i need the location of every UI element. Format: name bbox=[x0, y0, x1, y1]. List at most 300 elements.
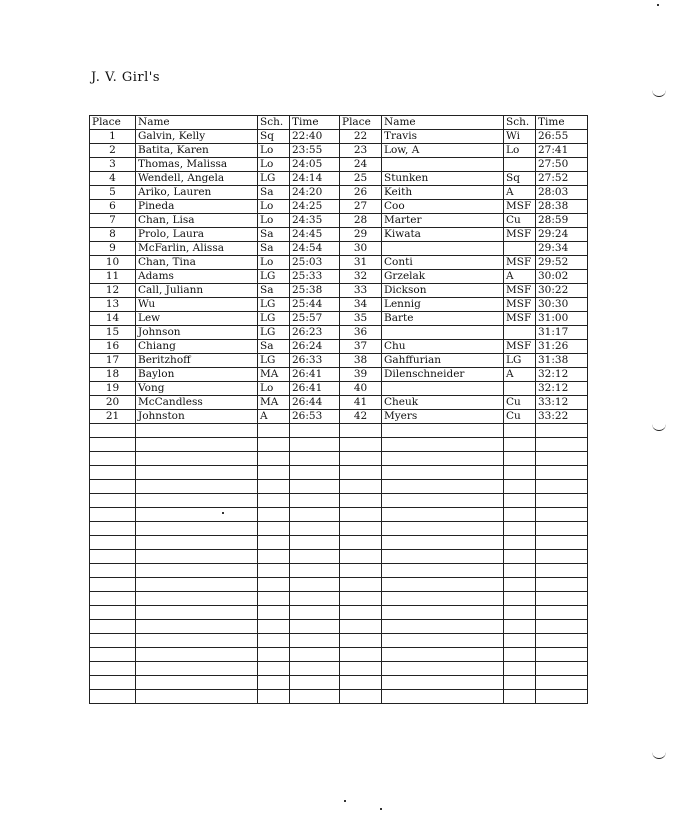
table-cell bbox=[504, 564, 536, 578]
column-header: Place bbox=[90, 116, 136, 130]
table-cell bbox=[382, 466, 504, 480]
blank-row bbox=[90, 634, 588, 648]
table-cell bbox=[382, 690, 504, 704]
table-cell: Conti bbox=[382, 256, 504, 270]
table-cell bbox=[290, 634, 340, 648]
table-cell bbox=[258, 606, 290, 620]
table-cell: 25:33 bbox=[290, 270, 340, 284]
table-cell: 32:12 bbox=[536, 368, 588, 382]
table-cell: LG bbox=[258, 312, 290, 326]
table-cell bbox=[340, 662, 382, 676]
table-cell: 30:30 bbox=[536, 298, 588, 312]
table-cell bbox=[258, 438, 290, 452]
table-cell: 32 bbox=[340, 270, 382, 284]
table-cell bbox=[258, 662, 290, 676]
table-cell bbox=[290, 676, 340, 690]
table-cell: 33:12 bbox=[536, 396, 588, 410]
table-cell bbox=[340, 452, 382, 466]
table-cell bbox=[258, 508, 290, 522]
column-header: Place bbox=[340, 116, 382, 130]
table-cell: 36 bbox=[340, 326, 382, 340]
blank-row bbox=[90, 620, 588, 634]
table-cell: 24:35 bbox=[290, 214, 340, 228]
table-cell bbox=[258, 578, 290, 592]
table-cell: 19 bbox=[90, 382, 136, 396]
table-cell bbox=[382, 662, 504, 676]
table-cell: 24:45 bbox=[290, 228, 340, 242]
table-cell bbox=[258, 466, 290, 480]
table-cell bbox=[536, 466, 588, 480]
blank-row bbox=[90, 690, 588, 704]
table-cell: Barte bbox=[382, 312, 504, 326]
blank-row bbox=[90, 662, 588, 676]
table-cell bbox=[340, 592, 382, 606]
table-cell bbox=[340, 564, 382, 578]
table-cell: 26:41 bbox=[290, 382, 340, 396]
table-cell bbox=[258, 494, 290, 508]
table-cell bbox=[340, 494, 382, 508]
table-cell bbox=[382, 620, 504, 634]
table-cell: Lo bbox=[258, 214, 290, 228]
table-cell bbox=[536, 634, 588, 648]
table-cell bbox=[136, 424, 258, 438]
table-cell bbox=[290, 452, 340, 466]
table-cell bbox=[536, 452, 588, 466]
table-cell: 17 bbox=[90, 354, 136, 368]
table-cell bbox=[340, 424, 382, 438]
table-cell: 28:38 bbox=[536, 200, 588, 214]
table-cell bbox=[90, 508, 136, 522]
table-cell bbox=[382, 382, 504, 396]
table-cell: 16 bbox=[90, 340, 136, 354]
table-cell: 41 bbox=[340, 396, 382, 410]
table-row bbox=[90, 242, 588, 256]
table-row bbox=[90, 284, 588, 298]
blank-row bbox=[90, 508, 588, 522]
table-row bbox=[90, 368, 588, 382]
table-cell: 26:33 bbox=[290, 354, 340, 368]
table-cell bbox=[136, 438, 258, 452]
table-cell bbox=[536, 662, 588, 676]
table-cell: Lo bbox=[258, 200, 290, 214]
table-cell: 20 bbox=[90, 396, 136, 410]
table-cell: 18 bbox=[90, 368, 136, 382]
table-cell: McFarlin, Alissa bbox=[136, 242, 258, 256]
table-cell bbox=[136, 662, 258, 676]
table-cell: A bbox=[258, 410, 290, 424]
column-header: Time bbox=[536, 116, 588, 130]
scan-mark bbox=[652, 90, 666, 97]
table-cell bbox=[340, 466, 382, 480]
table-cell bbox=[136, 578, 258, 592]
table-cell: Cheuk bbox=[382, 396, 504, 410]
table-cell: 27:52 bbox=[536, 172, 588, 186]
table-cell bbox=[340, 634, 382, 648]
table-cell bbox=[504, 536, 536, 550]
table-cell: Kiwata bbox=[382, 228, 504, 242]
table-cell: 1 bbox=[90, 130, 136, 144]
table-cell bbox=[136, 634, 258, 648]
table-cell: Chu bbox=[382, 340, 504, 354]
table-cell: Sa bbox=[258, 340, 290, 354]
table-cell: Sq bbox=[504, 172, 536, 186]
table-row bbox=[90, 354, 588, 368]
table-cell: Beritzhoff bbox=[136, 354, 258, 368]
table-cell: Chan, Lisa bbox=[136, 214, 258, 228]
table-cell bbox=[90, 438, 136, 452]
table-cell bbox=[340, 648, 382, 662]
table-cell bbox=[382, 480, 504, 494]
table-cell bbox=[136, 620, 258, 634]
table-cell: 33 bbox=[340, 284, 382, 298]
table-cell bbox=[504, 438, 536, 452]
table-cell: Lo bbox=[258, 144, 290, 158]
table-cell: MSF bbox=[504, 228, 536, 242]
table-cell bbox=[136, 690, 258, 704]
table-cell: 27 bbox=[340, 200, 382, 214]
table-cell bbox=[258, 634, 290, 648]
table-cell bbox=[340, 522, 382, 536]
table-cell bbox=[136, 606, 258, 620]
table-cell: Cu bbox=[504, 410, 536, 424]
table-cell bbox=[90, 690, 136, 704]
table-cell: 12 bbox=[90, 284, 136, 298]
table-cell bbox=[258, 648, 290, 662]
table-cell bbox=[258, 480, 290, 494]
blank-row bbox=[90, 466, 588, 480]
table-cell bbox=[382, 648, 504, 662]
table-cell: 26:41 bbox=[290, 368, 340, 382]
table-cell: 7 bbox=[90, 214, 136, 228]
table-cell: Call, Juliann bbox=[136, 284, 258, 298]
table-cell bbox=[258, 452, 290, 466]
table-cell bbox=[504, 578, 536, 592]
table-cell: 28 bbox=[340, 214, 382, 228]
table-cell bbox=[536, 648, 588, 662]
table-cell bbox=[536, 620, 588, 634]
table-cell bbox=[258, 522, 290, 536]
results-body bbox=[90, 130, 588, 704]
table-cell bbox=[340, 676, 382, 690]
table-cell bbox=[90, 466, 136, 480]
table-cell bbox=[340, 578, 382, 592]
table-cell: 23 bbox=[340, 144, 382, 158]
table-cell bbox=[136, 494, 258, 508]
table-cell: 31:38 bbox=[536, 354, 588, 368]
table-cell: Coo bbox=[382, 200, 504, 214]
table-cell: 27:50 bbox=[536, 158, 588, 172]
table-cell: Grzelak bbox=[382, 270, 504, 284]
table-cell bbox=[504, 466, 536, 480]
blank-row bbox=[90, 606, 588, 620]
table-cell bbox=[340, 690, 382, 704]
table-cell: Lo bbox=[504, 144, 536, 158]
table-cell bbox=[382, 158, 504, 172]
table-cell bbox=[382, 242, 504, 256]
table-cell bbox=[504, 690, 536, 704]
table-cell bbox=[136, 508, 258, 522]
table-cell: 28:59 bbox=[536, 214, 588, 228]
table-row bbox=[90, 172, 588, 186]
table-cell: Prolo, Laura bbox=[136, 228, 258, 242]
table-cell: Ariko, Lauren bbox=[136, 186, 258, 200]
table-cell bbox=[290, 592, 340, 606]
table-cell bbox=[290, 550, 340, 564]
table-cell: Sa bbox=[258, 284, 290, 298]
blank-row bbox=[90, 424, 588, 438]
table-cell bbox=[536, 494, 588, 508]
table-cell bbox=[136, 452, 258, 466]
table-cell: 9 bbox=[90, 242, 136, 256]
table-cell bbox=[340, 606, 382, 620]
table-row bbox=[90, 270, 588, 284]
scan-mark bbox=[652, 424, 666, 431]
table-cell bbox=[340, 480, 382, 494]
table-cell: MSF bbox=[504, 340, 536, 354]
table-cell: Stunken bbox=[382, 172, 504, 186]
column-header: Sch. bbox=[504, 116, 536, 130]
table-cell: Pineda bbox=[136, 200, 258, 214]
table-cell: 24:14 bbox=[290, 172, 340, 186]
blank-row bbox=[90, 480, 588, 494]
table-cell: 26:24 bbox=[290, 340, 340, 354]
table-cell: 25:03 bbox=[290, 256, 340, 270]
table-cell: MSF bbox=[504, 200, 536, 214]
table-cell: 26:23 bbox=[290, 326, 340, 340]
table-cell bbox=[382, 634, 504, 648]
table-cell: 14 bbox=[90, 312, 136, 326]
table-cell bbox=[90, 494, 136, 508]
table-cell bbox=[90, 452, 136, 466]
table-cell: 24:05 bbox=[290, 158, 340, 172]
table-cell bbox=[290, 438, 340, 452]
table-cell: 35 bbox=[340, 312, 382, 326]
table-cell bbox=[136, 522, 258, 536]
table-row bbox=[90, 200, 588, 214]
table-row bbox=[90, 228, 588, 242]
table-cell: Cu bbox=[504, 396, 536, 410]
table-cell bbox=[536, 438, 588, 452]
table-cell bbox=[504, 242, 536, 256]
table-cell: MA bbox=[258, 396, 290, 410]
table-row bbox=[90, 340, 588, 354]
column-header: Time bbox=[290, 116, 340, 130]
blank-row bbox=[90, 522, 588, 536]
table-cell bbox=[382, 494, 504, 508]
table-cell: 26:55 bbox=[536, 130, 588, 144]
blank-row bbox=[90, 452, 588, 466]
table-cell bbox=[382, 508, 504, 522]
table-cell bbox=[340, 438, 382, 452]
table-cell bbox=[504, 634, 536, 648]
blank-row bbox=[90, 550, 588, 564]
table-cell: Lennig bbox=[382, 298, 504, 312]
table-cell: 25 bbox=[340, 172, 382, 186]
table-cell bbox=[90, 550, 136, 564]
table-cell: 30:22 bbox=[536, 284, 588, 298]
table-cell: Lew bbox=[136, 312, 258, 326]
table-row bbox=[90, 298, 588, 312]
table-cell: 6 bbox=[90, 200, 136, 214]
table-row bbox=[90, 186, 588, 200]
table-cell: 29 bbox=[340, 228, 382, 242]
table-cell bbox=[290, 522, 340, 536]
column-header: Sch. bbox=[258, 116, 290, 130]
table-cell bbox=[290, 536, 340, 550]
table-cell bbox=[90, 564, 136, 578]
table-cell bbox=[340, 550, 382, 564]
table-cell: Johnson bbox=[136, 326, 258, 340]
table-row bbox=[90, 382, 588, 396]
blank-row bbox=[90, 564, 588, 578]
table-row bbox=[90, 396, 588, 410]
table-cell: 31 bbox=[340, 256, 382, 270]
table-cell: LG bbox=[504, 354, 536, 368]
table-row bbox=[90, 256, 588, 270]
table-cell: 32:12 bbox=[536, 382, 588, 396]
table-cell: Myers bbox=[382, 410, 504, 424]
table-cell bbox=[382, 522, 504, 536]
table-cell bbox=[136, 564, 258, 578]
table-cell bbox=[504, 592, 536, 606]
table-cell bbox=[504, 522, 536, 536]
table-cell bbox=[382, 606, 504, 620]
table-cell: Sq bbox=[258, 130, 290, 144]
table-cell: 23:55 bbox=[290, 144, 340, 158]
table-row bbox=[90, 214, 588, 228]
table-cell bbox=[504, 480, 536, 494]
column-header: Name bbox=[136, 116, 258, 130]
table-cell bbox=[504, 662, 536, 676]
table-cell: 24:54 bbox=[290, 242, 340, 256]
table-cell bbox=[290, 662, 340, 676]
blank-row bbox=[90, 536, 588, 550]
table-cell: Travis bbox=[382, 130, 504, 144]
table-cell: 29:24 bbox=[536, 228, 588, 242]
table-cell: Vong bbox=[136, 382, 258, 396]
table-cell: 31:26 bbox=[536, 340, 588, 354]
table-cell: MA bbox=[258, 368, 290, 382]
blank-row bbox=[90, 438, 588, 452]
table-cell bbox=[536, 676, 588, 690]
table-cell bbox=[382, 536, 504, 550]
table-cell: 25:44 bbox=[290, 298, 340, 312]
table-row bbox=[90, 312, 588, 326]
table-cell: Sa bbox=[258, 186, 290, 200]
table-cell bbox=[90, 620, 136, 634]
table-cell bbox=[90, 522, 136, 536]
table-cell bbox=[90, 648, 136, 662]
table-cell bbox=[504, 494, 536, 508]
table-cell bbox=[90, 592, 136, 606]
table-row bbox=[90, 158, 588, 172]
table-cell: 31:00 bbox=[536, 312, 588, 326]
results-table bbox=[89, 115, 588, 704]
table-cell bbox=[536, 578, 588, 592]
table-cell bbox=[504, 158, 536, 172]
table-cell bbox=[136, 466, 258, 480]
table-row bbox=[90, 144, 588, 158]
table-cell: 42 bbox=[340, 410, 382, 424]
table-cell: 37 bbox=[340, 340, 382, 354]
table-cell: 25:38 bbox=[290, 284, 340, 298]
table-cell: 34 bbox=[340, 298, 382, 312]
table-cell bbox=[90, 536, 136, 550]
table-cell bbox=[90, 578, 136, 592]
table-cell bbox=[504, 620, 536, 634]
table-cell bbox=[290, 480, 340, 494]
table-cell bbox=[536, 508, 588, 522]
table-cell: 30 bbox=[340, 242, 382, 256]
table-cell bbox=[290, 494, 340, 508]
table-cell: Gahffurian bbox=[382, 354, 504, 368]
table-cell: Adams bbox=[136, 270, 258, 284]
table-cell: 27:41 bbox=[536, 144, 588, 158]
table-cell bbox=[258, 676, 290, 690]
table-cell: Thomas, Malissa bbox=[136, 158, 258, 172]
table-cell bbox=[382, 326, 504, 340]
blank-row bbox=[90, 676, 588, 690]
table-cell bbox=[382, 578, 504, 592]
table-cell: 4 bbox=[90, 172, 136, 186]
table-row bbox=[90, 130, 588, 144]
table-cell bbox=[536, 564, 588, 578]
blank-row bbox=[90, 648, 588, 662]
table-cell bbox=[536, 522, 588, 536]
table-cell: 5 bbox=[90, 186, 136, 200]
table-cell bbox=[504, 424, 536, 438]
table-cell bbox=[504, 648, 536, 662]
table-cell: 13 bbox=[90, 298, 136, 312]
table-cell bbox=[136, 676, 258, 690]
table-cell bbox=[536, 690, 588, 704]
table-cell bbox=[136, 648, 258, 662]
table-cell: 24 bbox=[340, 158, 382, 172]
table-cell: Wendell, Angela bbox=[136, 172, 258, 186]
table-cell: LG bbox=[258, 298, 290, 312]
table-cell bbox=[340, 508, 382, 522]
table-cell bbox=[382, 592, 504, 606]
table-cell bbox=[290, 424, 340, 438]
table-cell bbox=[290, 606, 340, 620]
table-cell: 31:17 bbox=[536, 326, 588, 340]
table-cell: Wu bbox=[136, 298, 258, 312]
table-cell: Galvin, Kelly bbox=[136, 130, 258, 144]
table-cell bbox=[290, 620, 340, 634]
scan-dot bbox=[657, 4, 659, 6]
table-cell: 21 bbox=[90, 410, 136, 424]
table-cell bbox=[504, 508, 536, 522]
table-cell: 28:03 bbox=[536, 186, 588, 200]
table-cell: Johnston bbox=[136, 410, 258, 424]
table-cell: Low, A bbox=[382, 144, 504, 158]
table-cell: Marter bbox=[382, 214, 504, 228]
table-cell: MSF bbox=[504, 312, 536, 326]
table-cell bbox=[136, 536, 258, 550]
table-cell: A bbox=[504, 270, 536, 284]
table-cell: 22 bbox=[340, 130, 382, 144]
table-cell: 22:40 bbox=[290, 130, 340, 144]
table-cell bbox=[504, 606, 536, 620]
table-cell bbox=[382, 424, 504, 438]
table-cell bbox=[90, 662, 136, 676]
table-cell: 39 bbox=[340, 368, 382, 382]
table-cell bbox=[290, 508, 340, 522]
table-cell bbox=[536, 606, 588, 620]
table-cell: Lo bbox=[258, 382, 290, 396]
table-cell bbox=[136, 592, 258, 606]
table-cell bbox=[136, 480, 258, 494]
